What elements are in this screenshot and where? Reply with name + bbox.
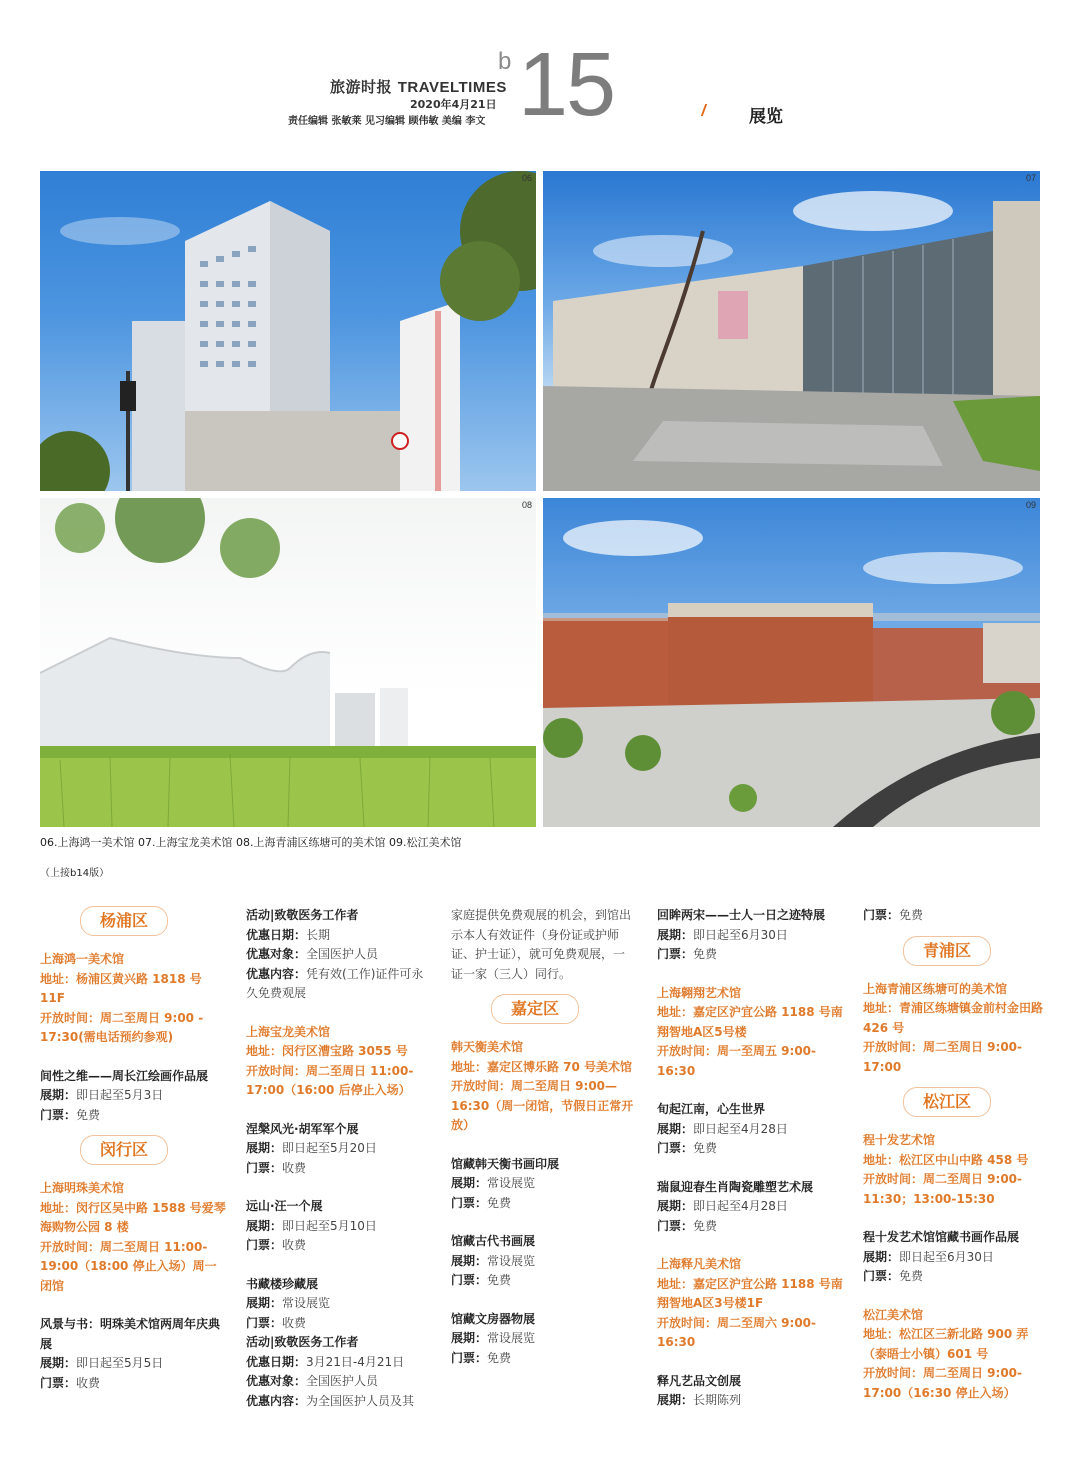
issue-date: 2020年4月21日 <box>410 98 497 111</box>
photo-number: 06 <box>521 173 532 183</box>
period-label: 展期： <box>657 1121 694 1136</box>
section-title: 展览 <box>749 107 783 127</box>
venue-address: 地址：松江区中山中路 458 号 <box>863 1152 1029 1167</box>
exhibition-title: 馆藏韩天衡书画印展 <box>451 1156 560 1171</box>
period-label: 展期： <box>451 1176 488 1190</box>
photo-kede-art-museum <box>40 498 536 827</box>
offer-content-label: 优惠内容： <box>246 1393 307 1408</box>
listing-column-5 <box>863 906 1045 1403</box>
venue-name: 上海翱翔艺术馆 <box>657 985 742 1000</box>
newspaper-title-cn: 旅游时报 <box>330 78 393 96</box>
offer-target-label: 优惠对象： <box>246 947 307 961</box>
listing-column-1 <box>40 906 226 1393</box>
continued-from-note: （上接b14版） <box>40 868 110 879</box>
venue-hours: 开放时间：周二至周日 9:00-17:00（16:30 停止入场） <box>863 1366 1023 1400</box>
offer-content-value: 为全国医护人员及其 <box>306 1393 415 1408</box>
newspaper-title <box>330 76 507 97</box>
period-label: 展期： <box>246 1141 283 1155</box>
ticket-label: 门票： <box>246 1160 283 1175</box>
masthead <box>0 0 1080 160</box>
page-prefix: b <box>498 48 512 75</box>
period-value: 即日起至5月5日 <box>76 1356 164 1370</box>
page-number: 15 <box>518 35 615 135</box>
venue-hours: 开放时间：周二至周六 9:00-16:30 <box>657 1315 817 1349</box>
exhibition-title: 馆藏古代书画展 <box>451 1234 536 1248</box>
exhibition-title: 书藏楼珍藏展 <box>246 1276 319 1291</box>
ticket-value: 收费 <box>282 1238 307 1252</box>
period-value: 常设展览 <box>487 1331 536 1345</box>
venue-name: 上海青浦区练塘可的美术馆 <box>863 981 1008 996</box>
venue-address: 地址：嘉定区沪宜公路 1188 号南翔智地A区3号楼1F <box>657 1276 843 1310</box>
district-heading-yangpu: 杨浦区 <box>80 906 168 936</box>
period-value: 常设展览 <box>282 1296 331 1310</box>
ticket-value: 免费 <box>899 1269 924 1283</box>
photo-caption: 06.上海鸿一美术馆 07.上海宝龙美术馆 08.上海青浦区练塘可的美术馆 09.松江美术馆 <box>40 836 462 849</box>
photo-number: 09 <box>1025 500 1036 510</box>
venue-address: 地址：闵行区吴中路 1588 号爱琴海购物公园 8 楼 <box>40 1200 226 1234</box>
ticket-value: 免费 <box>487 1350 512 1365</box>
ticket-value: 免费 <box>693 1218 718 1233</box>
ticket-label: 门票： <box>657 947 694 961</box>
ticket-value: 免费 <box>693 947 718 961</box>
venue-address: 地址：闵行区漕宝路 3055 号 <box>246 1044 408 1058</box>
editor-credits: 责任编辑 张敏莱 见习编辑 顾伟敏 美编 李文 <box>288 116 486 127</box>
newspaper-title-en: TRAVELTIMES <box>397 79 507 96</box>
photo-baolong-art-museum <box>543 171 1040 491</box>
period-label: 展期： <box>451 1331 488 1345</box>
exhibition-title: 馆藏文房器物展 <box>451 1311 536 1326</box>
ticket-label: 门票： <box>246 1238 283 1252</box>
exhibition-title: 回眸两宋——士人一日之迹特展 <box>657 908 826 922</box>
district-heading-songjiang: 松江区 <box>903 1087 991 1117</box>
photo-songjiang-art-museum <box>543 498 1040 827</box>
period-label: 展期： <box>40 1356 77 1370</box>
ticket-label: 门票： <box>451 1195 488 1210</box>
venue-name: 上海宝龙美术馆 <box>246 1024 331 1039</box>
listing-column-4 <box>657 906 847 1411</box>
period-value: 即日起至5月3日 <box>76 1088 164 1102</box>
ticket-label: 门票： <box>657 1141 694 1155</box>
venue-hours: 开放时间：周二至周日 11:00-19:00（18:00 停止入场）周一闭馆 <box>40 1239 217 1293</box>
ticket-value: 收费 <box>282 1315 307 1330</box>
ticket-label: 门票： <box>451 1350 488 1365</box>
period-label: 展期： <box>657 927 694 942</box>
exhibition-title: 远山·汪一个展 <box>246 1199 323 1213</box>
period-label: 展期： <box>657 1393 694 1407</box>
venue-address: 地址：杨浦区黄兴路 1818 号 11F <box>40 971 202 1005</box>
venue-name: 程十发艺术馆 <box>863 1133 936 1147</box>
ticket-value: 免费 <box>76 1107 101 1122</box>
venue-hours: 开放时间：周二至周日 9:00-11:30；13:00-15:30 <box>863 1172 1023 1206</box>
section-slash-mark <box>701 104 707 116</box>
offer-date-label: 优惠日期： <box>246 927 307 942</box>
ticket-label: 门票： <box>40 1107 77 1122</box>
period-value: 即日起至4月28日 <box>693 1199 788 1213</box>
venue-hours: 开放时间：周一至周五 9:00-16:30 <box>657 1044 817 1078</box>
period-value: 即日起至4月28日 <box>693 1121 788 1136</box>
venue-address: 地址：嘉定区沪宜公路 1188 号南翔智地A区5号楼 <box>657 1005 843 1039</box>
building-illustration <box>543 498 1040 827</box>
building-illustration <box>40 171 536 491</box>
venue-hours: 开放时间：周二至周日 9:00—16:30（周一闭馆，节假日正常开放） <box>451 1079 634 1132</box>
period-value: 即日起至6月30日 <box>899 1249 994 1264</box>
period-label: 展期： <box>246 1296 283 1310</box>
venue-address: 地址：青浦区练塘镇金前村金田路 426 号 <box>863 1001 1044 1035</box>
listing-column-2 <box>246 906 432 1411</box>
venue-name: 松江美术馆 <box>863 1307 924 1322</box>
building-illustration <box>40 498 536 827</box>
offer-date-value: 3月21日-4月21日 <box>306 1354 405 1369</box>
district-heading-jiading: 嘉定区 <box>491 994 579 1024</box>
venue-address: 地址：松江区三新北路 900 弄（泰晤士小镇）601 号 <box>863 1327 1029 1361</box>
listing-column-3 <box>451 906 635 1368</box>
venue-name: 上海明珠美术馆 <box>40 1181 125 1195</box>
period-label: 展期： <box>657 1199 694 1213</box>
building-illustration <box>543 171 1040 491</box>
ticket-value: 免费 <box>899 908 924 922</box>
venue-name: 上海释凡美术馆 <box>657 1257 742 1271</box>
ticket-label: 门票： <box>863 908 900 922</box>
offer-content-value: 凭有效(工作)证件可永久免费观展 <box>246 966 424 1000</box>
ticket-label: 门票： <box>657 1218 694 1233</box>
venue-name: 上海鸿一美术馆 <box>40 952 125 966</box>
period-value: 即日起至5月20日 <box>282 1141 377 1155</box>
exhibition-title: 间性之维——周长江绘画作品展 <box>40 1068 209 1083</box>
venue-hours: 开放时间：周二至周日 9:00-17:00 <box>863 1040 1023 1074</box>
period-value: 即日起至5月10日 <box>282 1218 377 1233</box>
ticket-label: 门票： <box>40 1375 77 1390</box>
offer-date-value: 长期 <box>306 927 331 942</box>
offer-target-value: 全国医护人员 <box>306 1374 379 1388</box>
exhibition-title: 释凡艺品文创展 <box>657 1373 742 1388</box>
offer-paragraph: 家庭提供免费观展的机会，到馆出示本人有效证件（身份证或护师证、护士证），就可免费观展，一证一家（三人）同行。 <box>451 908 632 981</box>
period-value: 即日起至6月30日 <box>693 927 788 942</box>
district-heading-qingpu: 青浦区 <box>903 936 991 966</box>
venue-address: 地址：嘉定区博乐路 70 号美术馆 <box>451 1059 633 1074</box>
ticket-value: 免费 <box>487 1273 512 1287</box>
period-label: 展期： <box>40 1088 77 1102</box>
exhibition-title: 程十发艺术馆馆藏书画作品展 <box>863 1230 1020 1244</box>
exhibition-title: 瑞鼠迎春生肖陶瓷雕塑艺术展 <box>657 1179 814 1194</box>
exhibition-title: 涅槃风光·胡军军个展 <box>246 1121 359 1136</box>
offer-target-value: 全国医护人员 <box>306 947 379 961</box>
period-label: 展期： <box>863 1249 900 1264</box>
ticket-label: 门票： <box>246 1315 283 1330</box>
ticket-value: 免费 <box>693 1141 718 1155</box>
district-heading-minhang: 闵行区 <box>80 1135 168 1165</box>
ticket-value: 免费 <box>487 1195 512 1210</box>
exhibition-title: 旬起江南，心生世界 <box>657 1102 766 1116</box>
photo-hongyi-art-museum <box>40 171 536 491</box>
activity-title: 活动|致敬医务工作者 <box>246 908 359 922</box>
offer-content-label: 优惠内容： <box>246 966 307 981</box>
period-value: 常设展览 <box>487 1176 536 1190</box>
venue-hours: 开放时间：周二至周日 11:00-17:00（16:00 后停止入场） <box>246 1063 414 1097</box>
offer-target-label: 优惠对象： <box>246 1374 307 1388</box>
venue-hours: 开放时间：周二至周日 9:00 - 17:30(需电话预约参观) <box>40 1010 204 1044</box>
period-label: 展期： <box>246 1218 283 1233</box>
period-value: 常设展览 <box>487 1253 536 1268</box>
offer-date-label: 优惠日期： <box>246 1354 307 1369</box>
exhibition-title: 风景与书：明珠美术馆两周年庆典展 <box>40 1317 221 1351</box>
period-label: 展期： <box>451 1253 488 1268</box>
photo-number: 08 <box>521 500 532 510</box>
ticket-value: 收费 <box>282 1160 307 1175</box>
period-value: 长期陈列 <box>693 1393 742 1407</box>
ticket-label: 门票： <box>863 1269 900 1283</box>
ticket-label: 门票： <box>451 1273 488 1287</box>
venue-name: 韩天衡美术馆 <box>451 1040 524 1054</box>
photo-number: 07 <box>1025 173 1036 183</box>
ticket-value: 收费 <box>76 1375 101 1390</box>
activity-title: 活动|致敬医务工作者 <box>246 1335 359 1349</box>
